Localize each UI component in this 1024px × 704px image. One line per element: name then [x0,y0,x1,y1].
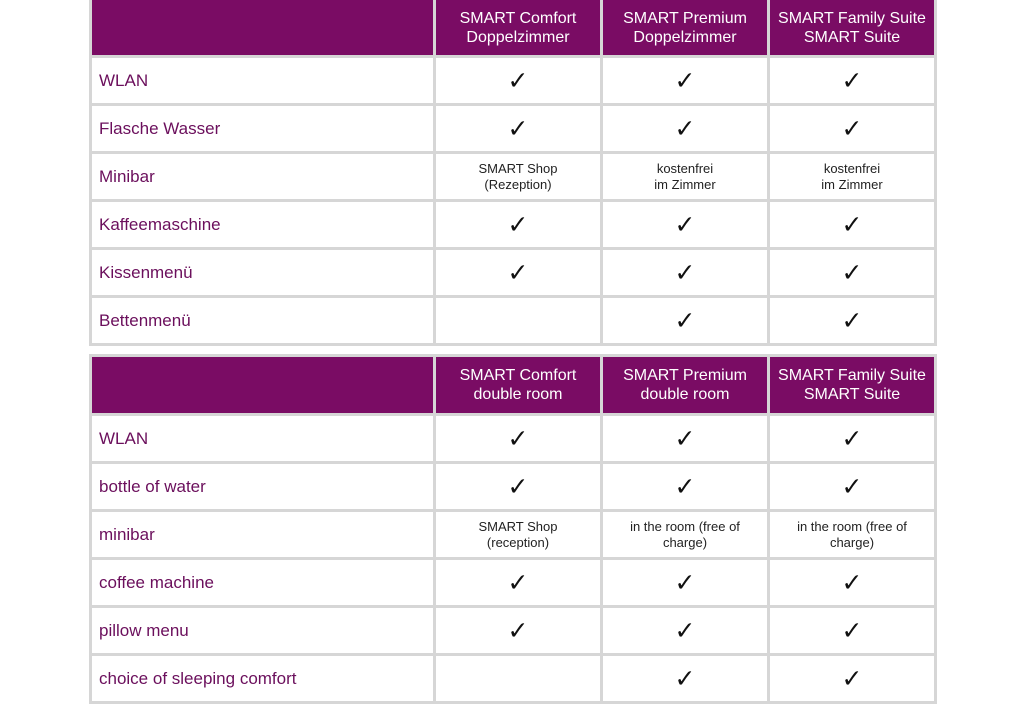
row-label: Flasche Wasser [92,106,433,151]
check-icon: ✓ [770,202,934,247]
table-row [92,560,934,605]
check-icon: ✓ [603,106,767,151]
row-label: Kissenmenü [92,250,433,295]
row-label: choice of sleeping comfort [92,656,433,701]
cell-note: in the room (free of charge) [603,512,767,557]
check-icon: ✓ [436,416,600,461]
table-row [92,106,934,151]
column-header: SMART Family Suite SMART Suite [770,0,934,55]
cell-note: SMART Shop (reception) [436,512,600,557]
cell-note: SMART Shop (Rezeption) [436,154,600,199]
check-icon: ✓ [603,464,767,509]
header-corner [92,357,433,413]
table-row [92,608,934,653]
row-label: coffee machine [92,560,433,605]
cell-note: kostenfrei im Zimmer [603,154,767,199]
check-icon: ✓ [603,608,767,653]
check-icon: ✓ [770,416,934,461]
check-icon: ✓ [436,608,600,653]
cell-note: kostenfrei im Zimmer [770,154,934,199]
row-label: WLAN [92,58,433,103]
cell-note: in the room (free of charge) [770,512,934,557]
row-label: bottle of water [92,464,433,509]
column-header: SMART Comfort double room [436,357,600,413]
header-row [92,357,934,413]
check-icon: ✓ [770,608,934,653]
table-row [92,656,934,701]
column-header: SMART Comfort Doppelzimmer [436,0,600,55]
check-icon: ✓ [770,656,934,701]
row-label: Bettenmenü [92,298,433,343]
empty-cell [436,298,600,343]
check-icon: ✓ [770,560,934,605]
comparison-table-german [89,0,937,346]
table-row [92,202,934,247]
check-icon: ✓ [603,250,767,295]
header-corner [92,0,433,55]
check-icon: ✓ [436,202,600,247]
header-row [92,0,934,55]
empty-cell [436,656,600,701]
table-row [92,250,934,295]
check-icon: ✓ [603,656,767,701]
check-icon: ✓ [770,58,934,103]
column-header: SMART Premium Doppelzimmer [603,0,767,55]
table-row [92,154,934,199]
table-row [92,512,934,557]
check-icon: ✓ [603,58,767,103]
check-icon: ✓ [603,202,767,247]
check-icon: ✓ [603,560,767,605]
check-icon: ✓ [436,106,600,151]
table-row [92,298,934,343]
comparison-table-english [89,354,937,704]
row-label: Kaffeemaschine [92,202,433,247]
check-icon: ✓ [770,250,934,295]
check-icon: ✓ [603,416,767,461]
row-label: Minibar [92,154,433,199]
row-label: minibar [92,512,433,557]
check-icon: ✓ [770,106,934,151]
check-icon: ✓ [436,58,600,103]
check-icon: ✓ [770,298,934,343]
table-row [92,416,934,461]
column-header: SMART Premium double room [603,357,767,413]
check-icon: ✓ [436,464,600,509]
row-label: WLAN [92,416,433,461]
check-icon: ✓ [603,298,767,343]
check-icon: ✓ [436,250,600,295]
row-label: pillow menu [92,608,433,653]
table-row [92,58,934,103]
column-header: SMART Family Suite SMART Suite [770,357,934,413]
check-icon: ✓ [770,464,934,509]
table-row [92,464,934,509]
check-icon: ✓ [436,560,600,605]
